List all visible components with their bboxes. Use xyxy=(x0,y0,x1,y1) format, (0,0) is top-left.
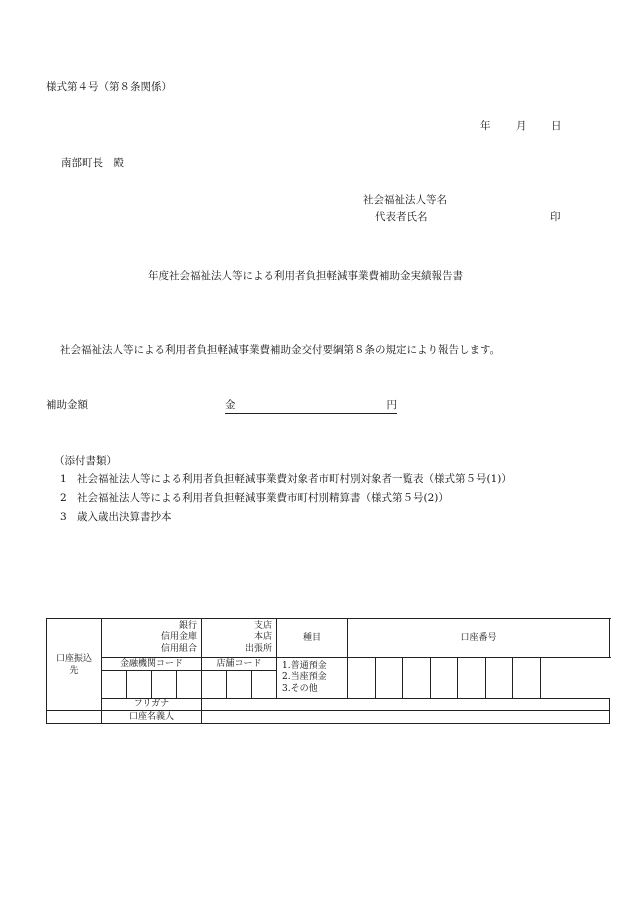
account-number-digit[interactable] xyxy=(513,658,541,699)
bank-transfer-label xyxy=(47,619,102,711)
attachment-text: 社会福祉法人等による利用者負担軽減事業費市町村別精算書（様式第５号(2)） xyxy=(77,492,449,504)
rep-name-label: 代表者氏名 xyxy=(375,211,428,223)
branch-code-label: 店舗コード xyxy=(202,658,277,671)
institution-code-digit[interactable] xyxy=(127,671,152,699)
holder-row-spacer xyxy=(47,711,102,724)
furigana-label: フリガナ xyxy=(102,699,202,711)
head-office-type-label: 本店 xyxy=(254,632,273,643)
amount-prefix: 金 xyxy=(225,399,236,411)
institution-code-digit[interactable] xyxy=(152,671,177,699)
sub-branch-type-label: 出張所 xyxy=(245,643,273,654)
attachment-number: 2 xyxy=(60,492,67,504)
attachment-text: 歳入歳出決算書抄本 xyxy=(77,511,172,523)
branch-cell[interactable] xyxy=(202,619,277,658)
account-type-option[interactable]: 3.その他 xyxy=(282,683,318,694)
report-title: 年度社会福祉法人等による利用者負担軽減事業費補助金実績報告書 xyxy=(148,270,463,282)
attachment-item xyxy=(60,512,172,523)
institution-code-label: 金融機関コード xyxy=(102,658,202,671)
credit-union-type-label: 信用組合 xyxy=(161,643,198,654)
bank-transfer-label-line: 口座振込 xyxy=(55,653,92,664)
branch-type-label: 支店 xyxy=(254,620,273,631)
date-day: 日 xyxy=(551,120,562,132)
form-number: 様式第４号（第８条関係） xyxy=(46,81,172,93)
shinkin-type-label: 信用金庫 xyxy=(161,632,198,643)
branch-code-digit[interactable] xyxy=(202,671,227,699)
account-type-option[interactable]: 2.当座預金 xyxy=(282,672,327,683)
account-type-option[interactable]: 1.普通預金 xyxy=(282,660,327,671)
account-holder-label: 口座名義人 xyxy=(102,711,202,724)
seal-mark: 印 xyxy=(550,211,561,223)
corp-name-label: 社会福祉法人等名 xyxy=(363,194,447,206)
bank-transfer-label-line: 先 xyxy=(69,665,79,676)
date-month: 月 xyxy=(516,120,527,132)
attachment-item xyxy=(60,493,449,504)
amount-suffix: 円 xyxy=(386,399,397,411)
amount-field xyxy=(225,400,397,414)
account-number-digit[interactable] xyxy=(403,658,431,699)
account-number-spare xyxy=(541,658,610,699)
attachment-number: 1 xyxy=(60,473,67,485)
financial-institution-cell[interactable] xyxy=(102,619,202,658)
account-number-digit[interactable] xyxy=(431,658,458,699)
account-number-digit[interactable] xyxy=(376,658,403,699)
attachments-heading: （添付書類） xyxy=(54,455,117,467)
attachment-item xyxy=(60,474,512,485)
account-holder-input[interactable] xyxy=(202,711,610,724)
bank-transfer-table xyxy=(46,618,610,724)
branch-code-digit[interactable] xyxy=(227,671,252,699)
account-number-digit[interactable] xyxy=(486,658,513,699)
account-number-digit[interactable] xyxy=(348,658,376,699)
account-type-options[interactable] xyxy=(277,658,348,699)
bank-type-label: 銀行 xyxy=(179,620,198,631)
institution-code-digit[interactable] xyxy=(177,671,202,699)
body-text: 社会福祉法人等による利用者負担軽減事業費補助金交付要綱第８条の規定により報告します。 xyxy=(60,344,501,356)
amount-label: 補助金額 xyxy=(46,399,88,411)
addressee: 南部町長 殿 xyxy=(61,157,124,169)
account-number-digit[interactable] xyxy=(458,658,486,699)
account-number-header: 口座番号 xyxy=(348,619,610,658)
furigana-input[interactable] xyxy=(202,699,610,711)
attachment-number: 3 xyxy=(60,511,67,523)
date-year: 年 xyxy=(480,120,491,132)
account-type-header: 種目 xyxy=(277,619,348,658)
attachment-text: 社会福祉法人等による利用者負担軽減事業費対象者市町村別対象者一覧表（様式第５号(1)） xyxy=(77,473,512,485)
institution-code-digit[interactable] xyxy=(102,671,127,699)
branch-code-digit[interactable] xyxy=(252,671,277,699)
